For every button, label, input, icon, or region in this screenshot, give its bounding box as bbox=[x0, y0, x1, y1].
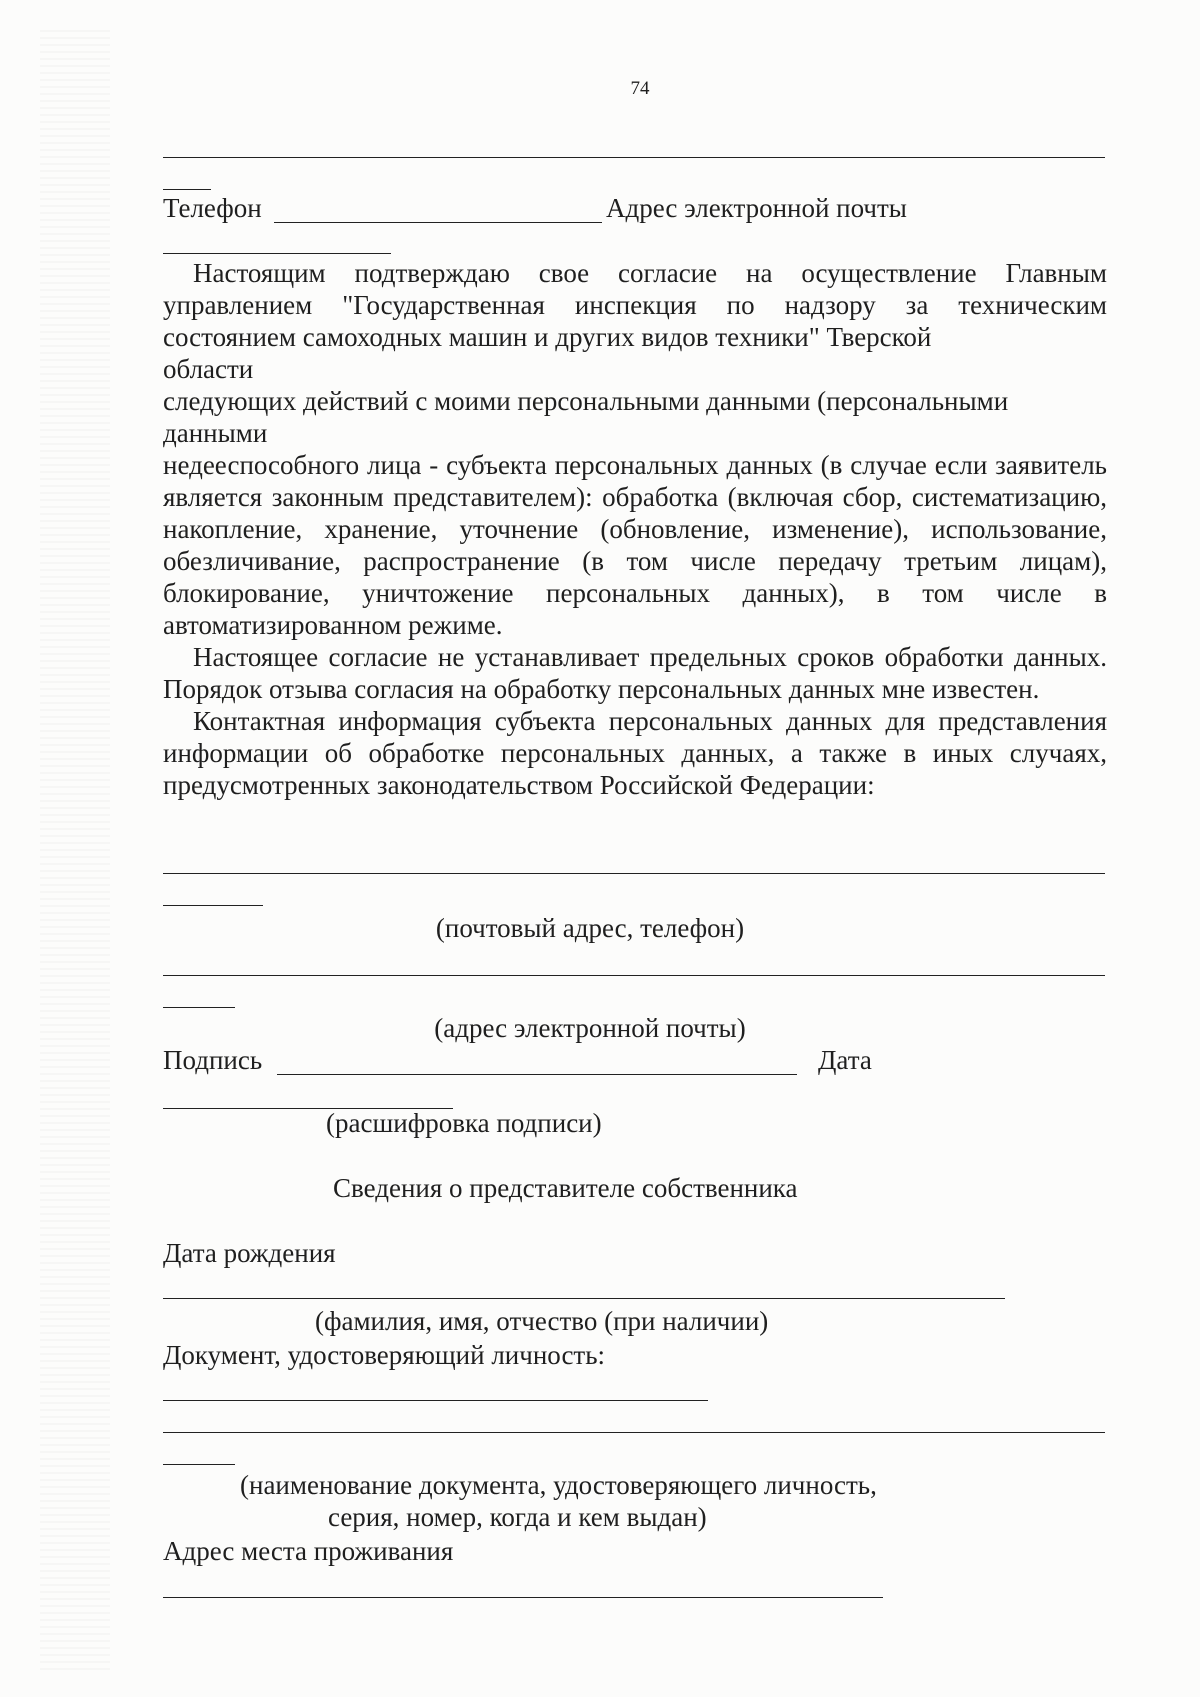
fio-fill-line bbox=[163, 1298, 1005, 1299]
postal-caption: (почтовый адрес, телефон) bbox=[435, 913, 745, 943]
signature-fill-line bbox=[277, 1074, 797, 1075]
consent-paragraph-3: Контактная информация субъекта персональных данных для представления информации об обработке персональных данных, а также в иных случаях, предусмотренных законодательством Российской Федерации: bbox=[163, 706, 1107, 800]
identity-doc-label: Документ, удостоверяющий личность: bbox=[163, 1340, 606, 1370]
date-label: Дата bbox=[818, 1045, 872, 1075]
email-fill-line bbox=[163, 253, 391, 254]
consent-paragraph-1-line: следующих действий с моими персональными данными (персональными bbox=[163, 386, 1009, 416]
consent-paragraph-1-line: данными bbox=[163, 418, 268, 448]
postal-fill-line bbox=[163, 905, 263, 906]
identity-doc-fill-line bbox=[163, 1432, 1105, 1433]
phone-label: Телефон bbox=[163, 193, 262, 223]
email-address-fill-line bbox=[163, 975, 1105, 976]
fill-line bbox=[163, 157, 1105, 158]
scan-noise bbox=[40, 30, 110, 1670]
consent-paragraph-1-line: недееспособного лица - субъекта персональных данных (в случае если заявитель является законным представителем): обработка (включая сбор, систематизацию, накопление, хранение, уточнение (обновление, изменение), использование, обезличивание, распространение (в том числе передачу третьим лицам), блокирование, уничтожение персональных данных), в том числе в автоматизированном режиме. bbox=[163, 450, 1107, 640]
identity-doc-fill-line bbox=[163, 1400, 708, 1401]
address-fill-line bbox=[163, 1597, 883, 1598]
signature-decode-caption: (расшифровка подписи) bbox=[326, 1108, 602, 1138]
address-label: Адрес места проживания bbox=[163, 1536, 454, 1566]
consent-paragraph-2: Настоящее согласие не устанавливает предельных сроков обработки данных. Порядок отзыва согласия на обработку персональных данных мне известен. bbox=[163, 642, 1107, 704]
email-address-fill-line bbox=[163, 1007, 235, 1008]
consent-paragraph-1: Настоящим подтверждаю свое согласие на осуществление Главным управлением "Государственная инспекция по надзору за техническим состоянием самоходных машин и других видов техники" Тверской bbox=[163, 258, 1107, 352]
birth-date-label: Дата рождения bbox=[163, 1238, 336, 1268]
signature-label: Подпись bbox=[163, 1045, 263, 1075]
email-caption: (адрес электронной почты) bbox=[434, 1013, 746, 1043]
identity-doc-caption: (наименование документа, удостоверяющего личность, bbox=[240, 1470, 877, 1500]
consent-paragraph-1-line: области bbox=[163, 354, 254, 384]
email-label: Адрес электронной почты bbox=[606, 193, 907, 223]
phone-fill-line bbox=[274, 222, 602, 223]
identity-doc-fill-line bbox=[163, 1464, 235, 1465]
fio-caption: (фамилия, имя, отчество (при наличии) bbox=[315, 1306, 769, 1336]
postal-fill-line bbox=[163, 873, 1105, 874]
identity-doc-caption: серия, номер, когда и кем выдан) bbox=[328, 1502, 707, 1532]
fill-line bbox=[163, 189, 211, 190]
page-number: 74 bbox=[630, 78, 650, 99]
representative-heading: Сведения о представителе собственника bbox=[333, 1173, 798, 1203]
consent-block bbox=[163, 257, 1107, 801]
